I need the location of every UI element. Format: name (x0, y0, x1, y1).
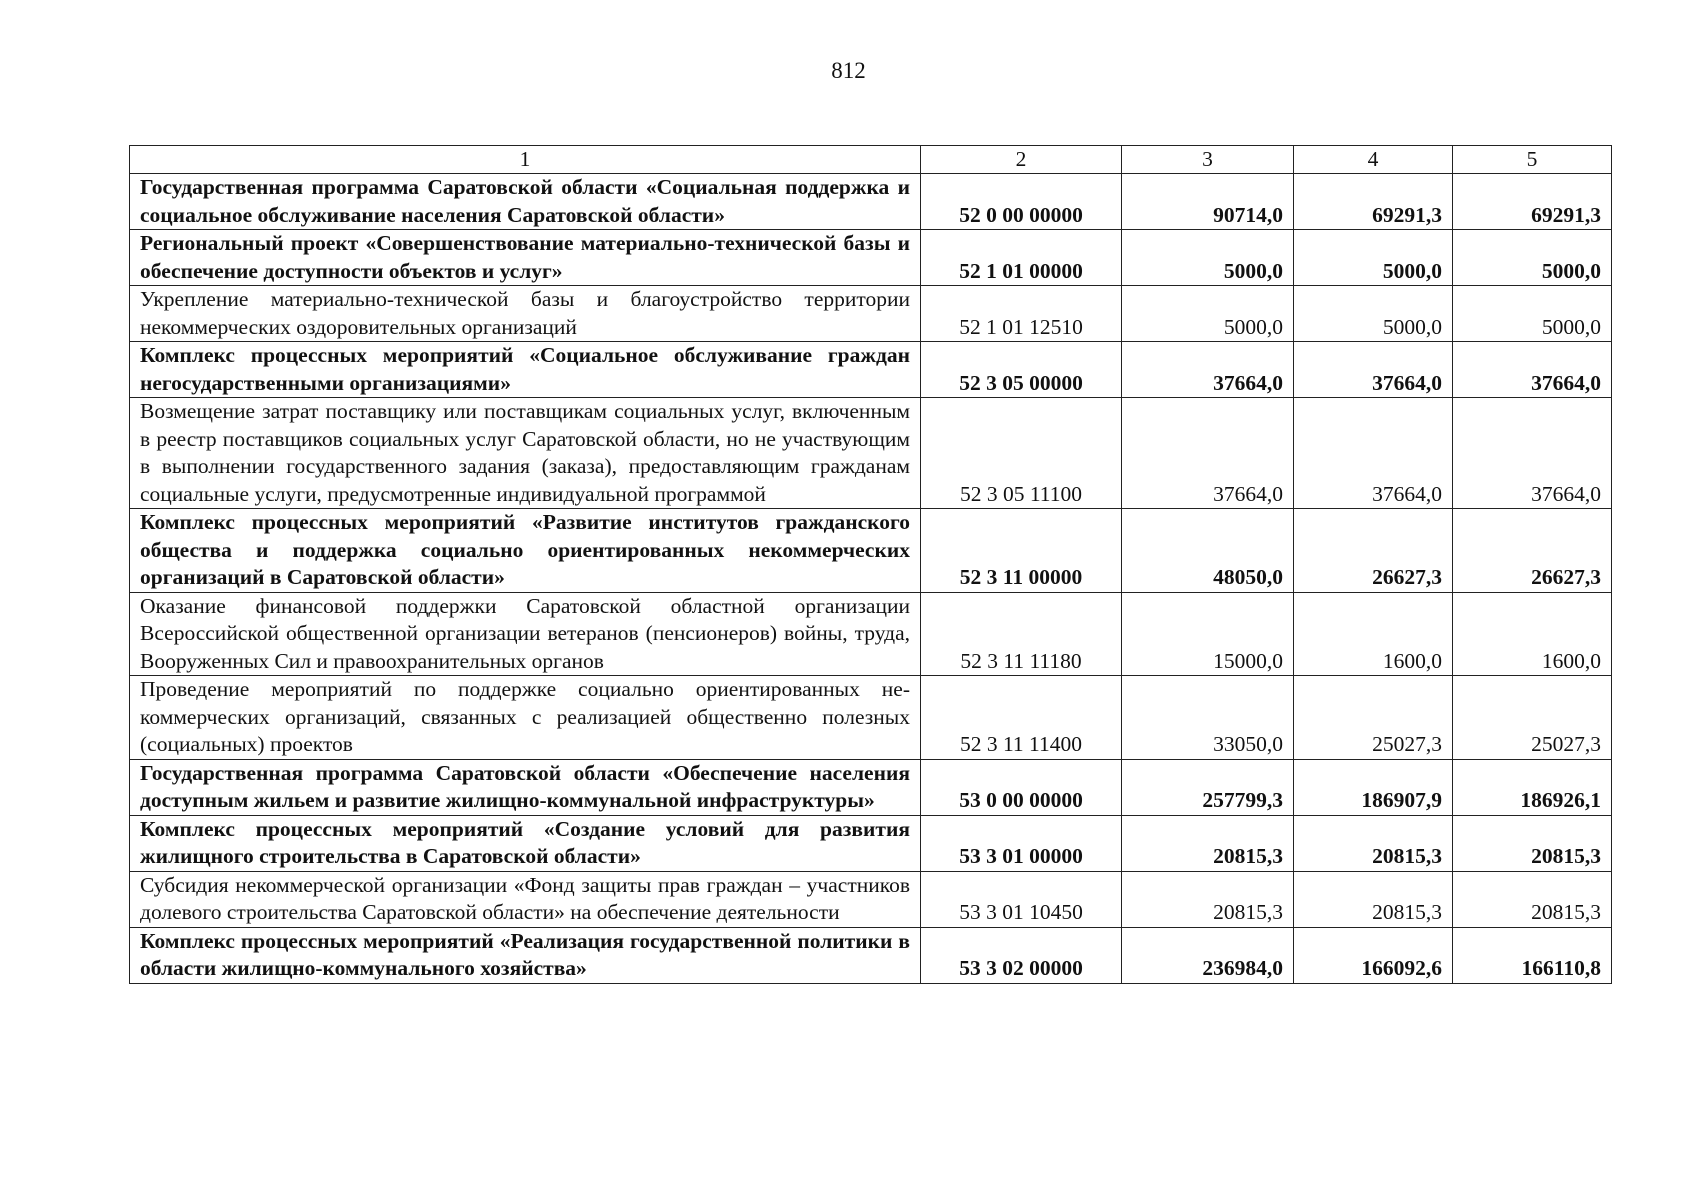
row-name-cell: Возмещение затрат поставщику или поставщикам социальных услуг, включенным в реестр поставщиков социальных услуг Саратовской области, но не участвующим в выполнении государственного задания (заказа), предоставляющим гражданам социальные услуги, предусмотренные индивидуальной программой (130, 398, 921, 509)
row-value-2-cell: 186907,9 (1294, 759, 1453, 815)
table-row (130, 815, 1612, 871)
row-name-cell: Оказание финансовой поддержки Саратовской областной организации Всероссийской общественной организации ветеранов (пенсионеров) войны, труда, Вооруженных Сил и правоохранительных органов (130, 592, 921, 676)
page-number: 812 (831, 58, 866, 83)
row-code-cell: 53 0 00 00000 (921, 759, 1122, 815)
row-code-cell: 52 3 11 11400 (921, 676, 1122, 760)
row-code-cell: 52 1 01 00000 (921, 230, 1122, 286)
row-code-cell: 52 3 11 11180 (921, 592, 1122, 676)
row-code-cell: 52 3 05 00000 (921, 342, 1122, 398)
table-row (130, 676, 1612, 760)
row-value-3-cell: 166110,8 (1453, 927, 1612, 983)
row-value-3-cell: 20815,3 (1453, 815, 1612, 871)
row-value-1-cell: 5000,0 (1122, 230, 1294, 286)
row-value-3-cell: 5000,0 (1453, 286, 1612, 342)
table-body (130, 174, 1612, 984)
column-header: 5 (1453, 146, 1612, 174)
table-row (130, 230, 1612, 286)
table-row (130, 759, 1612, 815)
row-value-3-cell: 20815,3 (1453, 871, 1612, 927)
row-value-1-cell: 236984,0 (1122, 927, 1294, 983)
row-code-cell: 52 0 00 00000 (921, 174, 1122, 230)
row-value-3-cell: 5000,0 (1453, 230, 1612, 286)
row-value-1-cell: 257799,3 (1122, 759, 1294, 815)
row-value-3-cell: 37664,0 (1453, 342, 1612, 398)
row-name-cell: Укрепление материально-технической базы и благоустройство территории некоммерческих оздоровительных организаций (130, 286, 921, 342)
column-header: 1 (130, 146, 921, 174)
row-value-2-cell: 37664,0 (1294, 398, 1453, 509)
table-row (130, 342, 1612, 398)
row-value-1-cell: 48050,0 (1122, 509, 1294, 593)
row-value-1-cell: 33050,0 (1122, 676, 1294, 760)
row-value-3-cell: 25027,3 (1453, 676, 1612, 760)
row-code-cell: 53 3 02 00000 (921, 927, 1122, 983)
row-name-cell: Региональный проект «Совершенствование материально-технической базы и обеспечение доступности объектов и услуг» (130, 230, 921, 286)
row-value-2-cell: 20815,3 (1294, 871, 1453, 927)
row-code-cell: 52 1 01 12510 (921, 286, 1122, 342)
column-header: 3 (1122, 146, 1294, 174)
row-value-1-cell: 20815,3 (1122, 815, 1294, 871)
row-value-1-cell: 15000,0 (1122, 592, 1294, 676)
row-name-cell: Субсидия некоммерческой организации «Фонд защиты прав граждан – участников долевого строительства Саратовской области» на обеспечение деятельности (130, 871, 921, 927)
row-value-2-cell: 1600,0 (1294, 592, 1453, 676)
row-value-2-cell: 37664,0 (1294, 342, 1453, 398)
table-row (130, 286, 1612, 342)
row-name-cell: Государственная программа Саратовской области «Обеспечение населения доступным жильем и развитие жилищно-коммунальной инфраструктуры» (130, 759, 921, 815)
row-value-1-cell: 5000,0 (1122, 286, 1294, 342)
row-value-2-cell: 166092,6 (1294, 927, 1453, 983)
column-header: 2 (921, 146, 1122, 174)
row-value-2-cell: 26627,3 (1294, 509, 1453, 593)
row-value-3-cell: 186926,1 (1453, 759, 1612, 815)
row-name-cell: Комплекс процессных мероприятий «Социальное обслуживание граждан негосударственными организациями» (130, 342, 921, 398)
row-value-2-cell: 5000,0 (1294, 286, 1453, 342)
row-value-2-cell: 69291,3 (1294, 174, 1453, 230)
row-value-1-cell: 37664,0 (1122, 398, 1294, 509)
row-name-cell: Комплекс процессных мероприятий «Реализация государственной политики в области жилищно-коммунального хозяйства» (130, 927, 921, 983)
budget-table (129, 145, 1612, 984)
row-name-cell: Государственная программа Саратовской области «Социальная поддержка и социальное обслуживание населения Саратовской области» (130, 174, 921, 230)
table-row (130, 174, 1612, 230)
column-header: 4 (1294, 146, 1453, 174)
row-name-cell: Комплекс процессных мероприятий «Развитие институтов гражданского общества и поддержка социально ориентированных некоммерческих организаций в Саратовской области» (130, 509, 921, 593)
row-value-3-cell: 1600,0 (1453, 592, 1612, 676)
row-value-3-cell: 37664,0 (1453, 398, 1612, 509)
row-value-2-cell: 20815,3 (1294, 815, 1453, 871)
row-value-3-cell: 26627,3 (1453, 509, 1612, 593)
row-name-cell: Проведение мероприятий по поддержке социально ориентированных некоммерческих организаций, связанных с реализацией общественно полезных (социальных) проектов (130, 676, 921, 760)
row-value-2-cell: 5000,0 (1294, 230, 1453, 286)
row-value-3-cell: 69291,3 (1453, 174, 1612, 230)
row-value-1-cell: 20815,3 (1122, 871, 1294, 927)
table-row (130, 871, 1612, 927)
row-code-cell: 53 3 01 10450 (921, 871, 1122, 927)
row-value-1-cell: 37664,0 (1122, 342, 1294, 398)
table-row (130, 398, 1612, 509)
row-value-1-cell: 90714,0 (1122, 174, 1294, 230)
row-code-cell: 52 3 05 11100 (921, 398, 1122, 509)
row-code-cell: 53 3 01 00000 (921, 815, 1122, 871)
row-value-2-cell: 25027,3 (1294, 676, 1453, 760)
row-name-cell: Комплекс процессных мероприятий «Создание условий для развития жилищного строительства в Саратовской области» (130, 815, 921, 871)
table-header-row (130, 146, 1612, 174)
table-row (130, 592, 1612, 676)
row-code-cell: 52 3 11 00000 (921, 509, 1122, 593)
table-row (130, 509, 1612, 593)
table-row (130, 927, 1612, 983)
